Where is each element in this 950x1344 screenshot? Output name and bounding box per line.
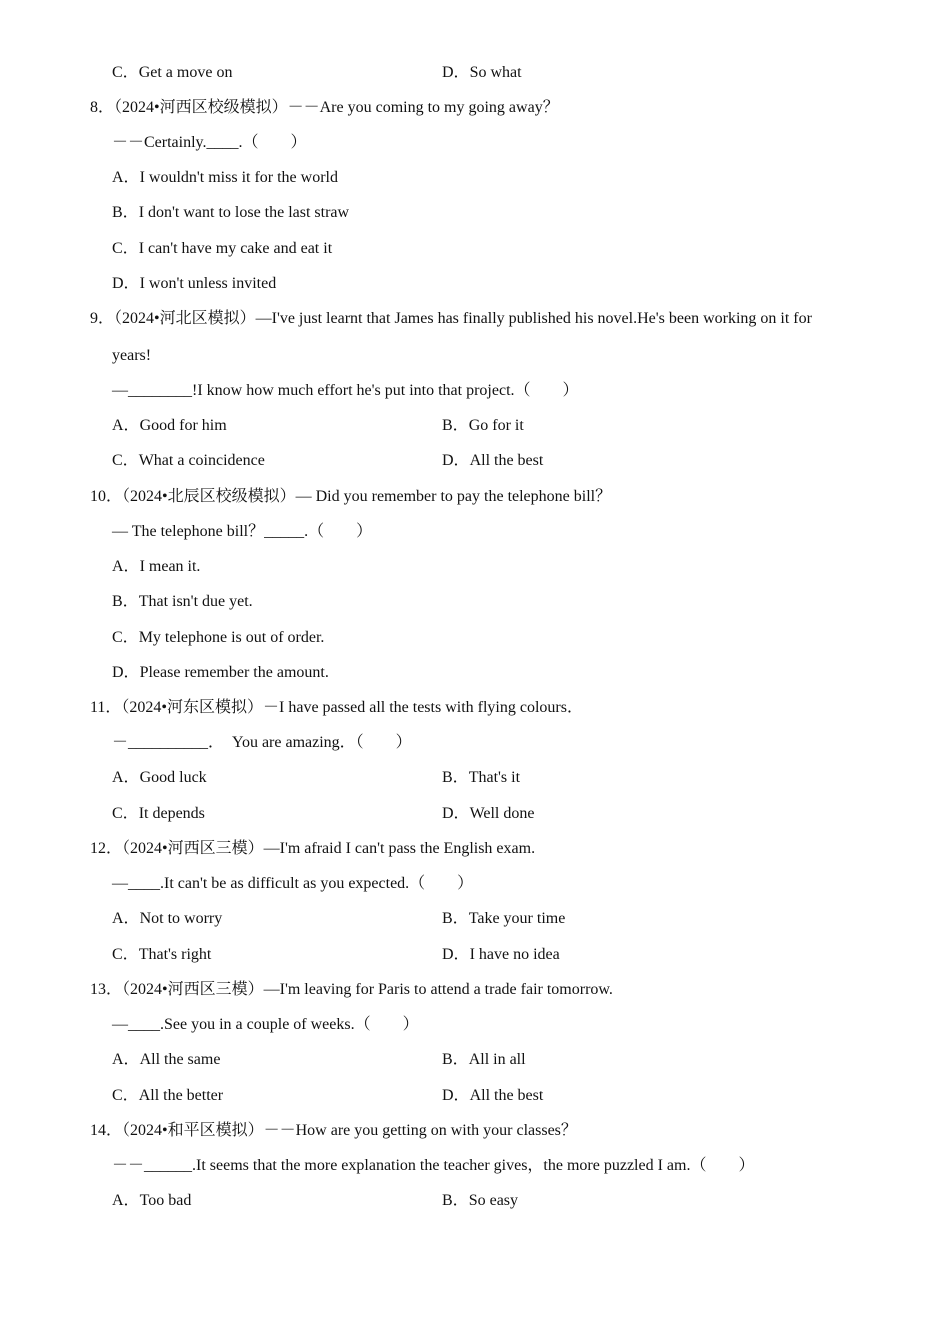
question-14-reply: －－______.It seems that the more explanation the teacher gives，the more puzzled I am.（ ） xyxy=(112,1157,755,1174)
option-c xyxy=(112,804,205,824)
option-text: I wouldn't miss it for the world xyxy=(139,169,338,186)
question-8-stem xyxy=(90,98,559,118)
option-letter: D． xyxy=(442,946,470,963)
option-letter: B． xyxy=(442,769,469,786)
option-text: I don't want to lose the last straw xyxy=(138,204,350,221)
option-text: What a coincidence xyxy=(138,452,265,469)
question-number: 14． xyxy=(90,1122,123,1139)
option-c xyxy=(112,945,211,965)
option-letter: A． xyxy=(112,417,140,434)
option-c xyxy=(112,239,332,259)
option-b xyxy=(442,1191,518,1211)
option-letter: C． xyxy=(112,240,139,257)
option-text: Well done xyxy=(469,805,535,822)
option-b xyxy=(442,909,565,929)
option-letter: C． xyxy=(112,452,139,469)
option-text: My telephone is out of order. xyxy=(138,629,325,646)
option-c xyxy=(112,63,232,83)
option-d xyxy=(442,63,522,83)
question-number: 10． xyxy=(90,488,123,505)
option-letter: B． xyxy=(442,1051,469,1068)
option-text: Good luck xyxy=(139,769,207,786)
option-a xyxy=(112,909,222,929)
question-9-stem xyxy=(90,309,812,329)
option-text: I can't have my cake and eat it xyxy=(138,240,333,257)
option-text: Good for him xyxy=(139,417,227,434)
option-text: That isn't due yet. xyxy=(138,593,253,610)
question-10-reply: — The telephone bill？_____.（ ） xyxy=(112,523,373,540)
option-letter: D． xyxy=(442,805,470,822)
question-number: 13． xyxy=(90,981,123,998)
option-letter: A． xyxy=(112,1192,140,1209)
option-text: Please remember the amount. xyxy=(139,664,329,681)
option-text: All the same xyxy=(139,1051,221,1068)
option-a xyxy=(112,168,338,188)
option-text: All the best xyxy=(469,452,544,469)
option-letter: A． xyxy=(112,558,140,575)
option-letter: A． xyxy=(112,1051,140,1068)
question-9-stem-cont: years! xyxy=(112,347,152,364)
option-letter: B． xyxy=(442,910,469,927)
question-13-reply: —____.See you in a couple of weeks.（ ） xyxy=(112,1016,419,1033)
option-text: Not to worry xyxy=(139,910,223,927)
option-b xyxy=(442,1050,526,1070)
option-letter: C． xyxy=(112,629,139,646)
option-letter: C． xyxy=(112,946,139,963)
option-d xyxy=(112,663,329,683)
option-text: I mean it. xyxy=(139,558,201,575)
question-13-stem xyxy=(90,980,613,1000)
question-text: （2024•河西区三模）—I'm afraid I can't pass the English exam. xyxy=(122,840,536,857)
option-letter: D． xyxy=(442,452,470,469)
option-text: So easy xyxy=(468,1192,519,1209)
option-text: So what xyxy=(469,64,522,81)
option-b xyxy=(112,203,349,223)
option-letter: C． xyxy=(112,805,139,822)
option-text: Too bad xyxy=(139,1192,192,1209)
question-12-reply: —____.It can't be as difficult as you expected.（ ） xyxy=(112,875,474,892)
option-c xyxy=(112,451,265,471)
option-d xyxy=(442,945,560,965)
option-a xyxy=(112,1050,220,1070)
option-a xyxy=(112,1191,191,1211)
question-9-reply: —________!I know how much effort he's put into that project.（ ） xyxy=(112,382,579,399)
question-number: 12． xyxy=(90,840,123,857)
option-d xyxy=(442,451,543,471)
option-text: That's right xyxy=(138,946,212,963)
question-text: （2024•河北区模拟）—I've just learnt that James has finally published his novel.He's been working on it for xyxy=(114,310,812,327)
option-a xyxy=(112,768,207,788)
option-c xyxy=(112,1086,223,1106)
question-10-stem xyxy=(90,487,611,507)
option-b xyxy=(112,592,253,612)
option-text: All the better xyxy=(138,1087,224,1104)
question-14-stem xyxy=(90,1121,577,1141)
option-letter: A． xyxy=(112,769,140,786)
question-8-reply: －－Certainly.____.（ ） xyxy=(112,134,307,151)
option-text: All the best xyxy=(469,1087,544,1104)
option-letter: B． xyxy=(442,1192,469,1209)
question-number: 11． xyxy=(90,699,122,716)
option-text: Go for it xyxy=(468,417,524,434)
option-c xyxy=(112,628,324,648)
question-12-stem xyxy=(90,839,535,859)
option-b xyxy=(442,768,520,788)
option-letter: A． xyxy=(112,910,140,927)
option-letter: A． xyxy=(112,169,140,186)
option-text: That's it xyxy=(468,769,521,786)
option-text: It depends xyxy=(138,805,205,822)
question-text: （2024•北辰区校级模拟）— Did you remember to pay the telephone bill？ xyxy=(122,488,612,505)
option-letter: C． xyxy=(112,64,139,81)
question-text: （2024•河西区三模）—I'm leaving for Paris to attend a trade fair tomorrow. xyxy=(122,981,613,998)
option-text: Get a move on xyxy=(138,64,233,81)
question-11-reply: －__________． You are amazing．（ ） xyxy=(112,734,412,751)
question-11-stem xyxy=(90,698,583,718)
option-text: All in all xyxy=(468,1051,526,1068)
option-d xyxy=(112,274,276,294)
question-text: （2024•河东区模拟）－I have passed all the tests with flying colours． xyxy=(121,699,583,716)
option-letter: B． xyxy=(112,204,139,221)
option-a xyxy=(112,557,200,577)
question-number: 8． xyxy=(90,99,115,116)
option-a xyxy=(112,416,227,436)
option-b xyxy=(442,416,524,436)
option-text: Take your time xyxy=(468,910,566,927)
option-letter: D． xyxy=(112,664,140,681)
option-d xyxy=(442,1086,543,1106)
option-text: I won't unless invited xyxy=(139,275,277,292)
option-d xyxy=(442,804,534,824)
option-text: I have no idea xyxy=(469,946,560,963)
option-letter: D． xyxy=(442,64,470,81)
option-letter: D． xyxy=(112,275,140,292)
question-text: （2024•和平区模拟）－－How are you getting on with your classes？ xyxy=(122,1122,577,1139)
option-letter: C． xyxy=(112,1087,139,1104)
question-text: （2024•河西区校级模拟）－－Are you coming to my going away？ xyxy=(114,99,559,116)
option-letter: B． xyxy=(442,417,469,434)
question-number: 9． xyxy=(90,310,115,327)
option-letter: D． xyxy=(442,1087,470,1104)
option-letter: B． xyxy=(112,593,139,610)
